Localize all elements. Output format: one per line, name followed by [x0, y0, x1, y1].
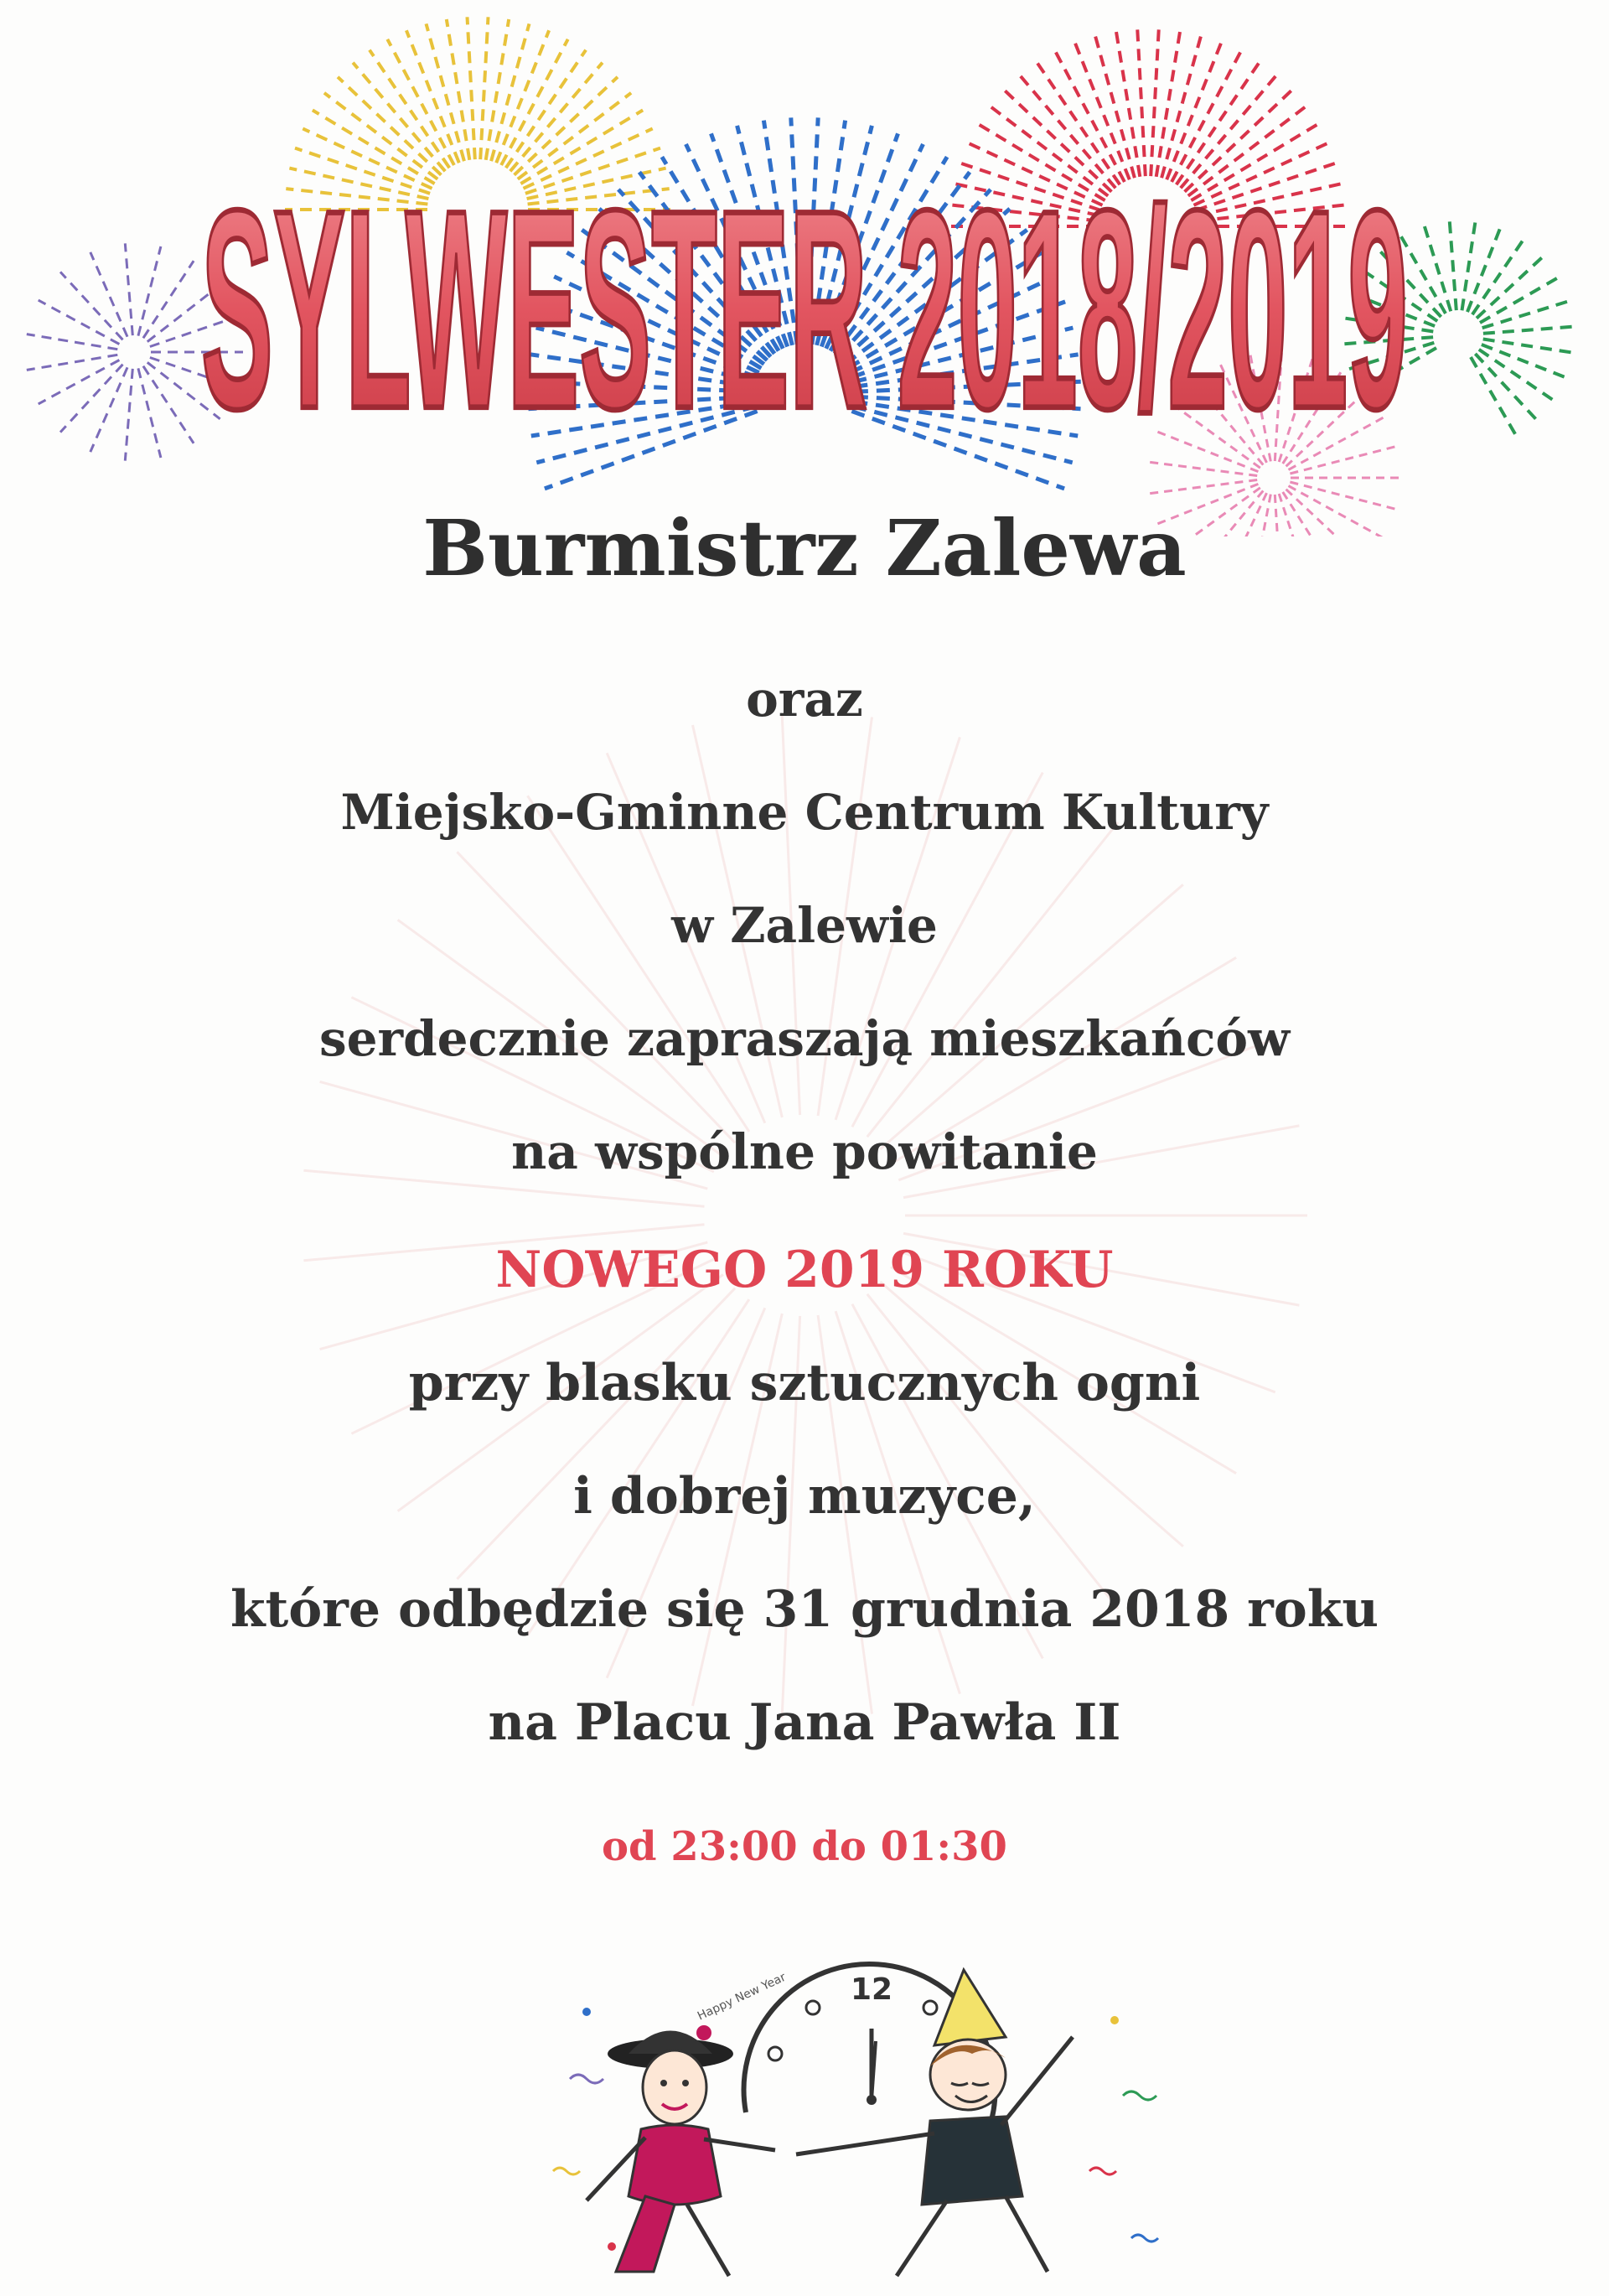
event-hours: od 23:00 do 01:30 — [602, 1823, 1007, 1870]
faint-firework-background — [0, 587, 1609, 1844]
event-date: które odbędzie się 31 grudnia 2018 roku — [230, 1580, 1379, 1639]
headline-text: SYLWESTER 2018/2019 — [201, 151, 1409, 428]
happy-new-year-banner: Happy New Year — [695, 1970, 789, 2024]
clock-twelve: 12 — [850, 1972, 893, 2007]
invitation-text: serdecznie zapraszają mieszkańców — [318, 1010, 1291, 1067]
man-dancer-icon — [796, 1970, 1073, 2276]
conjunction-text: oraz — [746, 671, 863, 728]
event-headline — [0, 67, 1609, 428]
fireworks-text: przy blasku sztucznych ogni — [408, 1354, 1201, 1412]
event-place: na Placu Jana Pawła II — [488, 1693, 1121, 1752]
new-year-highlight: NOWEGO 2019 ROKU — [495, 1241, 1114, 1299]
organizer-title: Burmistrz Zalewa — [422, 503, 1187, 593]
greeting-text: na wspólne powitanie — [511, 1123, 1098, 1180]
location-town: w Zalewie — [671, 897, 938, 954]
dancing-couple-clock-illustration — [536, 1920, 1173, 2288]
culture-center-name: Miejsko-Gminne Centrum Kultury — [340, 784, 1269, 841]
music-text: i dobrej muzyce, — [573, 1467, 1036, 1526]
